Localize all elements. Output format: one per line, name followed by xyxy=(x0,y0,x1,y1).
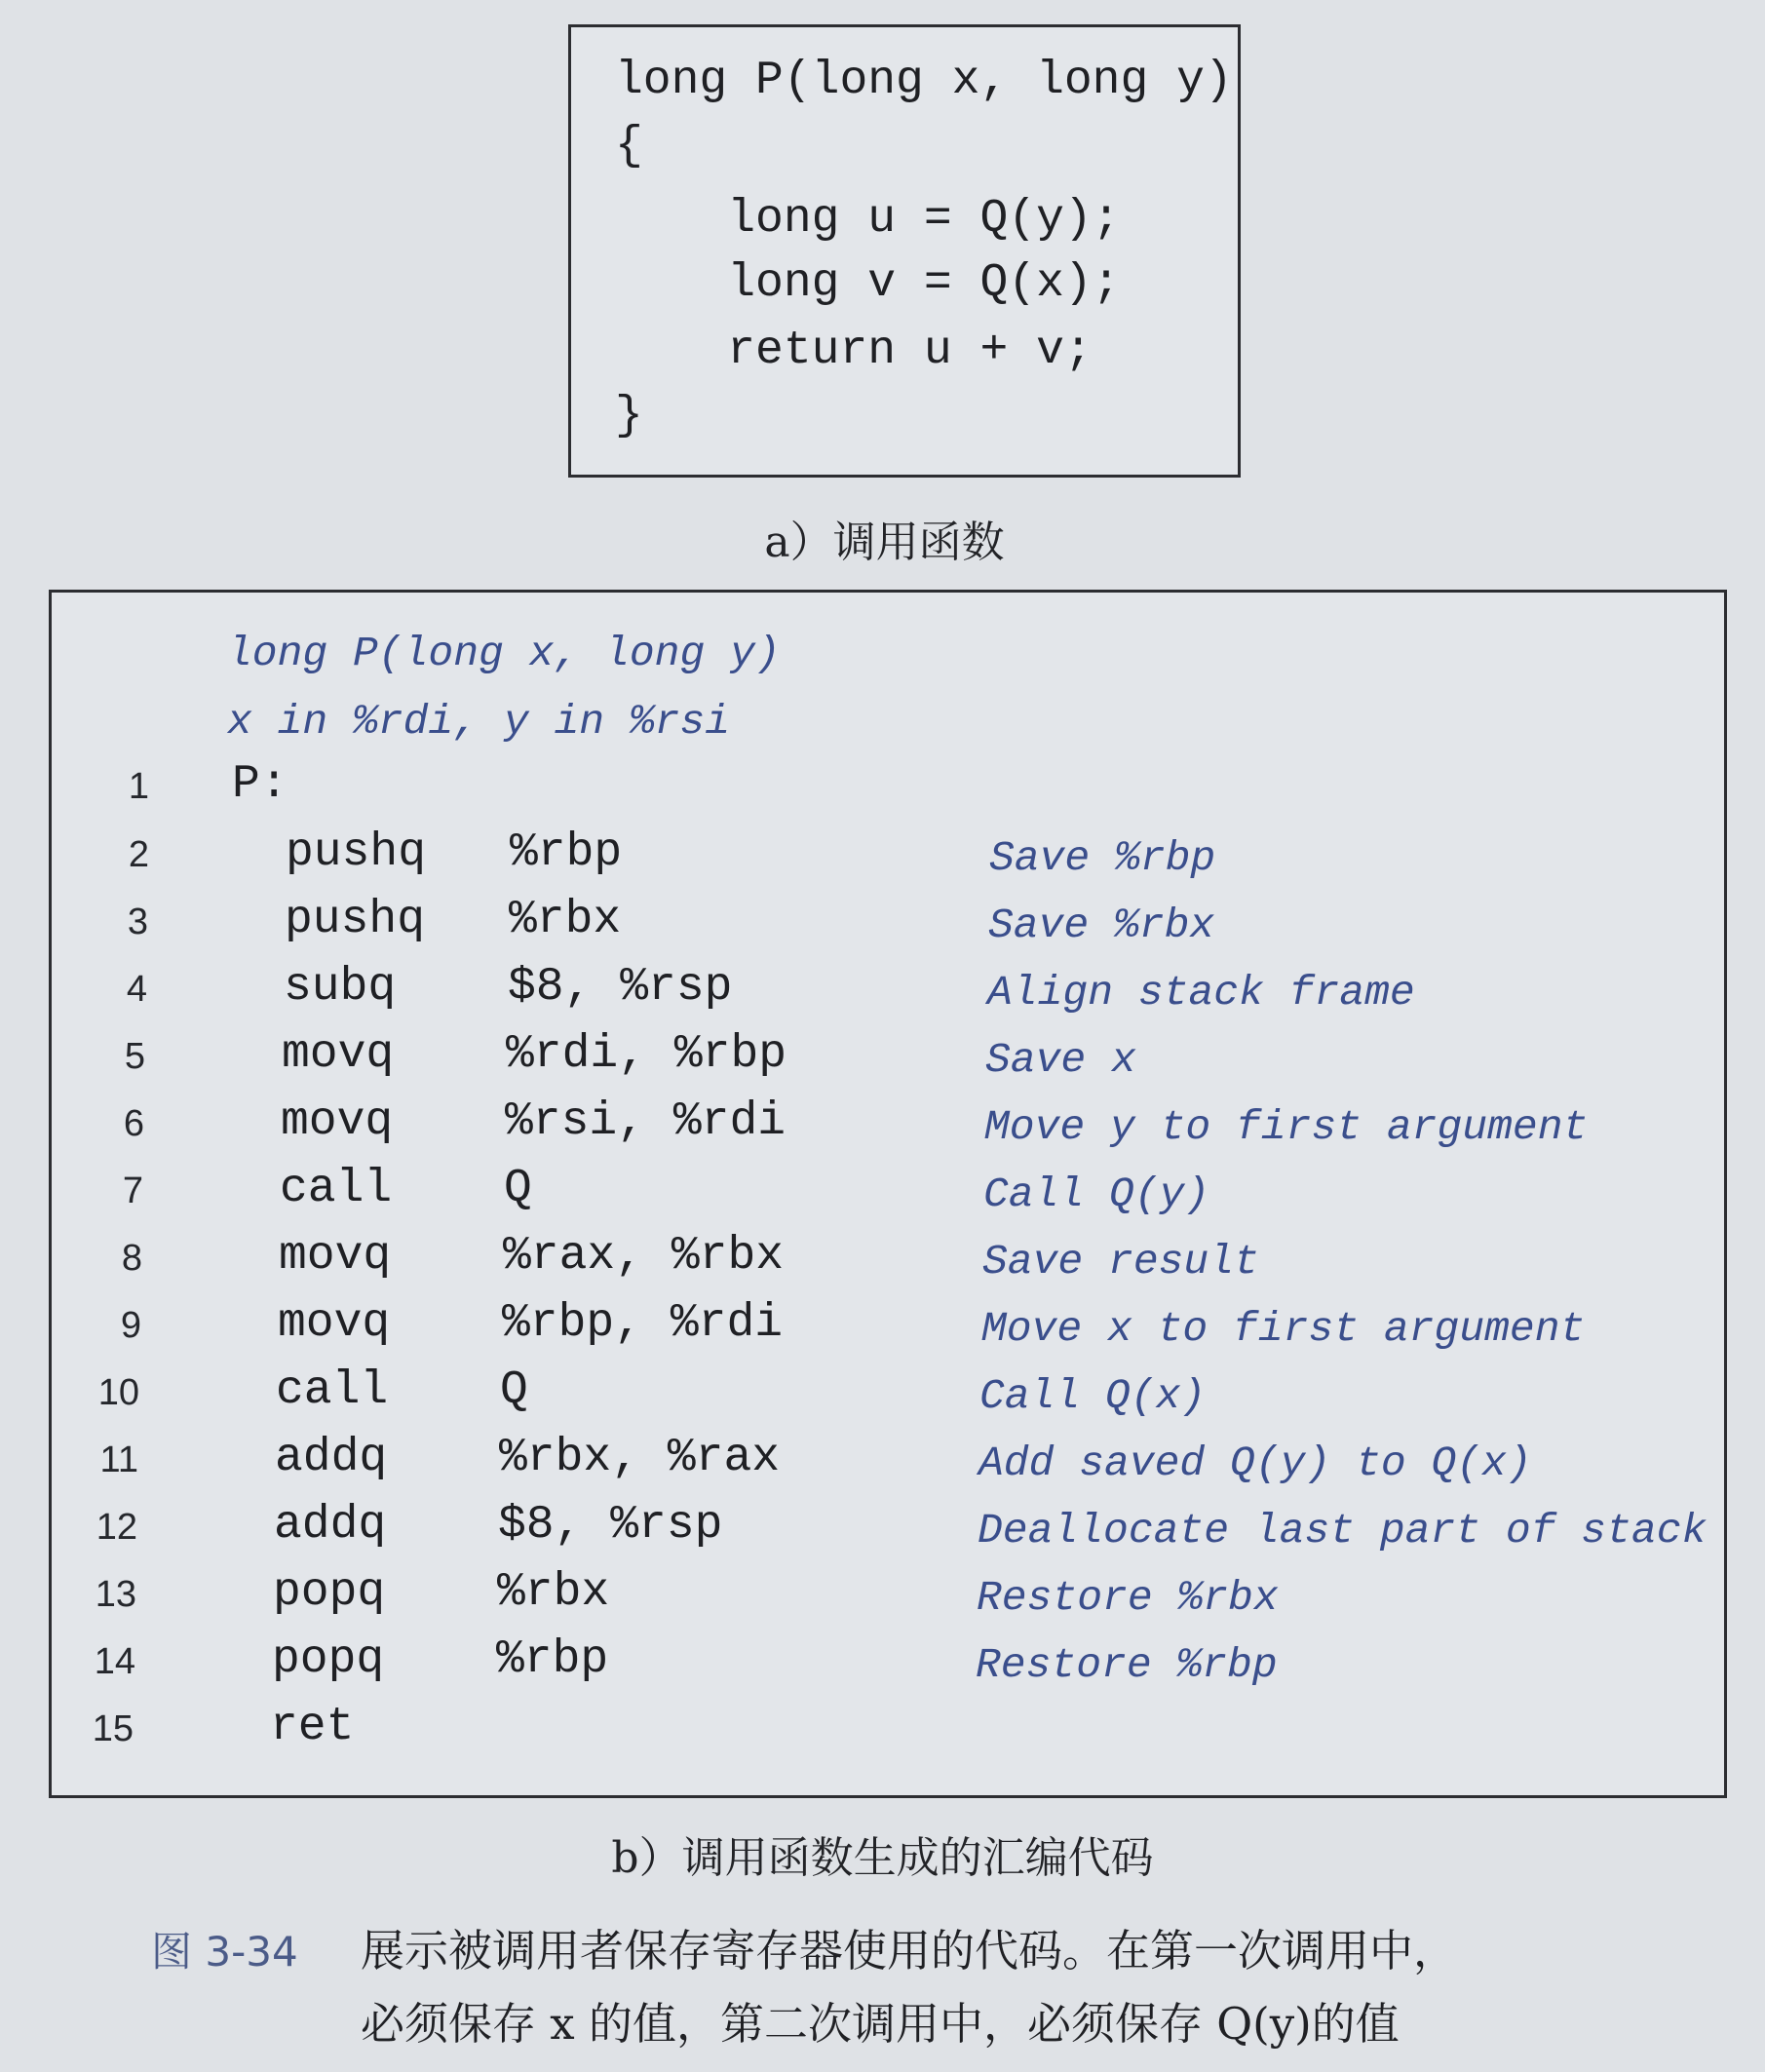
figure-b-caption: b）调用函数生成的汇编代码 xyxy=(611,1833,1154,1883)
line-number: 5 xyxy=(124,1036,145,1077)
figure-caption-line1: 展示被调用者保存寄存器使用的代码。在第一次调用中， xyxy=(361,1925,1458,1976)
figure-caption-line2: 必须保存 x 的值，第二次调用中，必须保存 Q(y)的值 xyxy=(361,1998,1400,2050)
asm-comment: Save result xyxy=(982,1238,1259,1285)
asm-comment: Call Q(x) xyxy=(979,1372,1207,1420)
line-number: 3 xyxy=(127,902,148,942)
asm-operands: %rbx, %rax xyxy=(499,1432,781,1484)
asm-label: P: xyxy=(232,758,288,811)
asm-opcode: pushq xyxy=(286,826,427,879)
asm-opcode: popq xyxy=(273,1566,386,1619)
line-number: 13 xyxy=(95,1574,136,1615)
asm-opcode: ret xyxy=(270,1701,355,1753)
asm-comment: Restore %rbx xyxy=(977,1574,1279,1622)
header-comment: long P(long x, long y) xyxy=(227,630,781,677)
asm-opcode: call xyxy=(280,1163,393,1215)
code-line: long u = Q(y); xyxy=(615,193,1121,246)
line-number: 2 xyxy=(128,834,149,875)
asm-comment: Move y to first argument xyxy=(984,1103,1589,1151)
figure-number: 图 3-34 xyxy=(151,1928,298,1976)
header-comment: x in %rdi, y in %rsi xyxy=(227,698,731,746)
line-number: 6 xyxy=(123,1103,144,1144)
line-number: 8 xyxy=(121,1238,142,1279)
asm-comment: Save %rbx xyxy=(988,902,1215,949)
asm-comment: Save %rbp xyxy=(989,834,1216,882)
asm-opcode: call xyxy=(276,1364,389,1417)
line-number: 4 xyxy=(126,969,147,1010)
asm-comment: Add saved Q(y) to Q(x) xyxy=(978,1439,1532,1487)
asm-operands: %rbp xyxy=(510,826,623,879)
assembly-code-box xyxy=(49,590,1727,1798)
code-line: long P(long x, long y) xyxy=(615,55,1233,107)
line-number: 12 xyxy=(96,1507,137,1548)
asm-opcode: pushq xyxy=(285,894,426,946)
line-number: 10 xyxy=(97,1372,139,1413)
code-line: { xyxy=(615,120,643,173)
asm-comment: Save x xyxy=(985,1036,1136,1084)
asm-operands: %rbx xyxy=(497,1566,610,1619)
source-code-box xyxy=(568,24,1241,478)
asm-operands: Q xyxy=(500,1364,528,1417)
asm-operands: %rsi, %rdi xyxy=(505,1095,787,1148)
asm-comment: Call Q(y) xyxy=(983,1170,1210,1218)
asm-opcode: movq xyxy=(281,1095,394,1148)
line-number: 15 xyxy=(92,1708,134,1749)
asm-opcode: popq xyxy=(272,1633,385,1686)
asm-opcode: movq xyxy=(279,1230,392,1283)
asm-operands: %rax, %rbx xyxy=(503,1230,785,1283)
asm-opcode: movq xyxy=(278,1297,391,1350)
asm-comment: Restore %rbp xyxy=(976,1641,1278,1689)
line-number: 7 xyxy=(122,1170,143,1211)
asm-operands: $8, %rsp xyxy=(508,961,733,1014)
asm-operands: %rbp, %rdi xyxy=(502,1297,784,1350)
asm-opcode: subq xyxy=(284,961,397,1014)
asm-opcode: movq xyxy=(282,1028,395,1081)
asm-operands: %rdi, %rbp xyxy=(506,1028,787,1081)
asm-operands: Q xyxy=(504,1163,532,1215)
code-line: } xyxy=(615,390,643,442)
asm-comment: Align stack frame xyxy=(987,969,1415,1017)
line-number: 11 xyxy=(99,1439,138,1480)
asm-operands: $8, %rsp xyxy=(498,1499,723,1552)
asm-opcode: addq xyxy=(274,1499,387,1552)
asm-comment: Move x to first argument xyxy=(981,1305,1586,1353)
asm-operands: %rbx xyxy=(509,894,622,946)
code-line: long v = Q(x); xyxy=(615,257,1121,310)
code-line: return u + v; xyxy=(615,325,1093,377)
asm-operands: %rbp xyxy=(496,1633,609,1686)
asm-comment: Deallocate last part of stack xyxy=(978,1507,1707,1554)
line-number: 1 xyxy=(128,766,149,807)
asm-opcode: addq xyxy=(275,1432,388,1484)
figure-a-caption: a）调用函数 xyxy=(764,518,1005,567)
line-number: 14 xyxy=(94,1641,135,1682)
line-number: 9 xyxy=(120,1305,141,1346)
